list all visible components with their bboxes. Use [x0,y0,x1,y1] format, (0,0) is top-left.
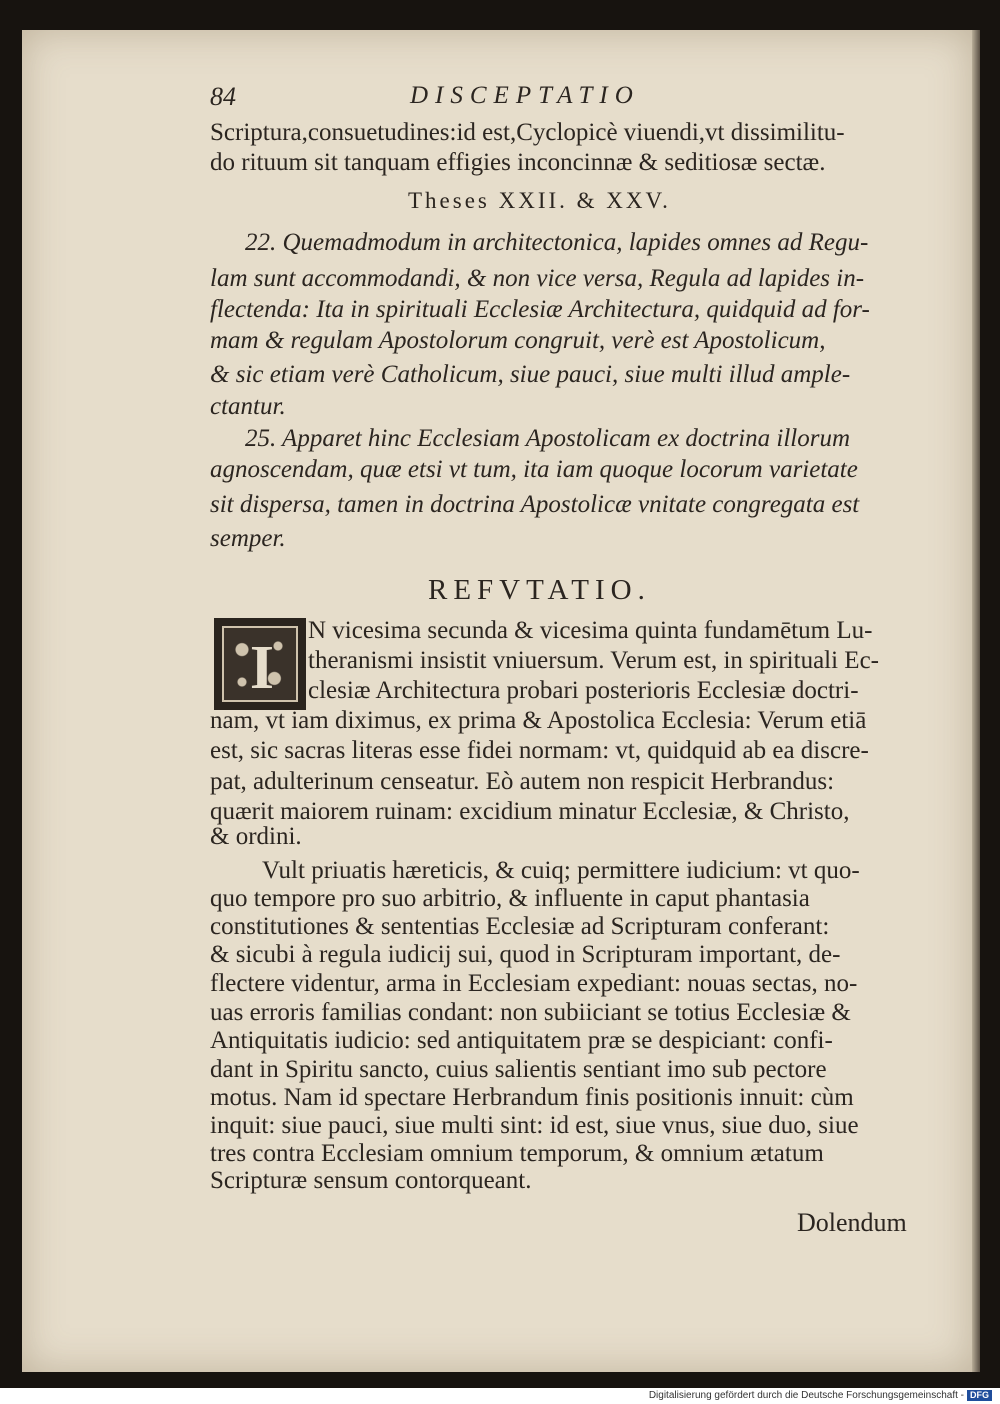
thesis-line: sit dispersa, tamen in doctrina Apostolicæ vnitate congregata est [210,491,860,518]
decorated-initial [214,618,306,710]
intro-line: do rituum sit tanquam effigies inconcinnæ & seditiosæ sectæ. [210,149,826,176]
body-line: dant in Spiritu sancto, cuius salientis sentiant imo sub pectore [210,1056,827,1083]
thesis-line: & sic etiam verè Catholicum, siue pauci, siue multi illud ample- [210,361,851,388]
thesis-line: agnoscendam, quæ etsi vt tum, ita iam quoque locorum varietate [210,456,858,483]
body-line: pat, adulterinum censeatur. Eò autem non respicit Herbrandus: [210,768,835,795]
body-line: Scripturæ sensum contorqueant. [210,1167,532,1194]
page-number: 84 [210,82,236,111]
intro-line: Scriptura,consuetudines:id est,Cyclopicè viuendi,vt dissimilitu- [210,119,845,146]
thesis-line: ctantur. [210,393,286,420]
refutatio-heading: REFVTATIO. [428,574,651,606]
initial-ornament [222,626,298,702]
thesis-line: mam & regulam Apostolorum congruit, verè est Apostolicum, [210,327,826,354]
theses-heading: Theses XXII. & XXV. [408,188,671,213]
footer-text: Digitalisierung gefördert durch die Deutsche Forschungsgemeinschaft - [648,1390,964,1402]
body-line: quo tempore pro suo arbitrio, & influente in caput phantasia [210,885,810,912]
body-line: N vicesima secunda & vicesima quinta fundamētum Lu- [308,617,873,644]
catchword: Dolendum [797,1208,907,1237]
body-line: flectere videntur, arma in Ecclesiam expediant: nouas sectas, no- [210,970,858,997]
body-line: Vult priuatis hæreticis, & cuiq; permittere iudicium: vt quo- [262,857,860,884]
body-line: clesiæ Architectura probari posterioris Ecclesiæ doctri- [308,677,859,704]
thesis-line: lam sunt accommodandi, & non vice versa, Regula ad lapides in- [210,265,865,292]
body-line: tres contra Ecclesiam omnium temporum, & omnium ætatum [210,1140,824,1167]
body-line: uas erroris familias condant: non subiiciant se totius Ecclesiæ & [210,999,851,1026]
body-line: theranismi insistit vniuersum. Verum est, in spirituali Ec- [308,647,879,674]
thesis-line: flectenda: Ita in spirituali Ecclesiæ Architectura, quidquid ad for- [210,296,870,323]
dfg-logo-icon: DFG [967,1390,992,1401]
body-line: quærit maiorem ruinam: excidium minatur Ecclesiæ, & Christo, [210,798,850,825]
body-line: & ordini. [210,823,302,850]
body-line: inquit: siue pauci, siue multi sint: id est, siue vnus, siue duo, siue [210,1112,859,1139]
body-line: constitutiones & sententias Ecclesiæ ad Scripturam conferant: [210,913,830,940]
body-line: Antiquitatis iudicio: sed antiquitatem præ se despiciant: confi- [210,1027,833,1054]
thesis-line: 25. Apparet hinc Ecclesiam Apostolicam ex doctrina illorum [245,425,851,452]
running-title: DISCEPTATIO [410,82,640,109]
body-line: nam, vt iam diximus, ex prima & Apostolica Ecclesia: Verum etiā [210,707,867,734]
body-line: est, sic sacras literas esse fidei normam: vt, quidquid ab ea discre- [210,737,869,764]
body-line: & sicubi à regula iudicij sui, quod in Scripturam important, de- [210,941,841,968]
page-edge [972,30,980,1372]
footer-credit [649,1390,992,1402]
thesis-line: semper. [210,525,286,552]
initial-letter: I [249,634,275,702]
body-line: motus. Nam id spectare Herbrandum finis positionis innuit: cùm [210,1084,854,1111]
thesis-line: 22. Quemadmodum in architectonica, lapides omnes ad Regu- [245,229,869,256]
